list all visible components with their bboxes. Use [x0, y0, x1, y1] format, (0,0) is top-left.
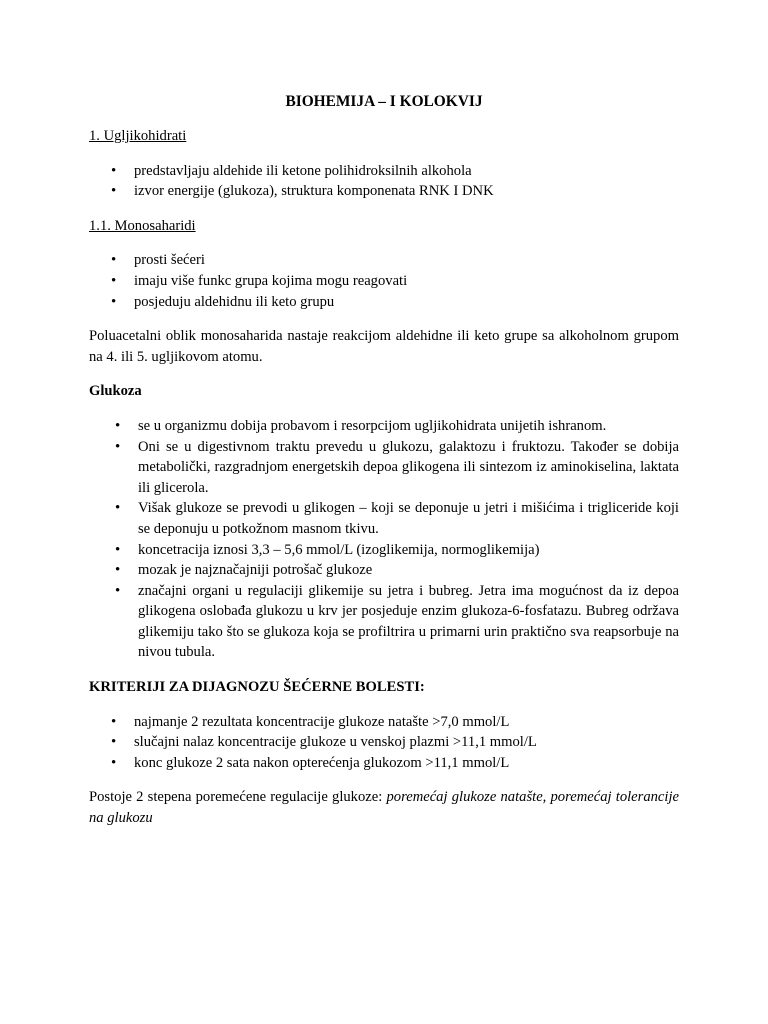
list-item: • značajni organi u regulaciji glikemije su jetra i bubreg. Jetra ima mogućnost da iz depoa glikogena oslobađa glukozu u krv jer posjeduje enzim glukoza-6-fosfatazu. Bubreg održava glikemiju tako što se glukoza koja se profiltrira u primarni urin praktično sva reapsorbuje na nivou tubula.: [89, 581, 679, 663]
list-item: • konc glukoze 2 sata nakon opterećenja glukozom >11,1 mmol/L: [89, 753, 679, 774]
section-heading-glukoza: Glukoza: [89, 383, 142, 400]
section-heading-monosaharidi: 1.1. Monosaharidi: [89, 217, 196, 234]
list-item: • Oni se u digestivnom traktu prevedu u glukozu, galaktozu i fruktozu. Također se dobija metabolički, razgradnjom energetskih depoa glikogena ili sintezom iz aminokiselina, laktata ili glicerola.: [89, 437, 679, 499]
document-title: BIOHEMIJA – I KOLOKVIJ: [285, 93, 483, 110]
list-item: • izvor energije (glukoza), struktura komponenata RNK I DNK: [89, 181, 679, 202]
paragraph-poluacetalni: Poluacetalni oblik monosaharida nastaje reakcijom aldehidne ili keto grupe sa alkoholnom grupom na 4. ili 5. ugljikovom atomu.: [89, 328, 679, 365]
list-glukoza: [89, 416, 679, 663]
list-item: • prosti šećeri: [89, 250, 679, 271]
paragraph-italic-text: poremećaj glukoze natašte, poremećaj tolerancije na glukozu: [89, 789, 679, 827]
list-item: • mozak je najznačajniji potrošač glukoze: [89, 560, 679, 581]
list-item: • najmanje 2 rezultata koncentracije glukoze natašte >7,0 mmol/L: [89, 712, 679, 733]
document-page: [89, 91, 679, 843]
list-item: • slučajni nalaz koncentracije glukoze u venskoj plazmi >11,1 mmol/L: [89, 732, 679, 753]
list-item: • Višak glukoze se prevodi u glikogen – koji se deponuje u jetri i mišićima i trigliceride koji se deponuju u potkožnom masnom tkivu.: [89, 498, 679, 539]
paragraph-poremecaji: [89, 787, 679, 828]
list-item: • koncetracija iznosi 3,3 – 5,6 mmol/L (izoglikemija, normoglikemija): [89, 540, 679, 561]
list-item: • se u organizmu dobija probavom i resorpcijom ugljikohidrata unijetih ishranom.: [89, 416, 679, 437]
paragraph-plain-text: Postoje 2 stepena poremećene regulacije glukoze:: [89, 789, 387, 806]
list-item: • predstavljaju aldehide ili ketone polihidroksilnih alkohola: [89, 161, 679, 182]
list-item: • posjeduju aldehidnu ili keto grupu: [89, 292, 679, 313]
section-heading-kriteriji: KRITERIJI ZA DIJAGNOZU ŠEĆERNE BOLESTI:: [89, 679, 425, 696]
list-monosaharidi: [89, 250, 679, 312]
list-item: • imaju više funkc grupa kojima mogu reagovati: [89, 271, 679, 292]
list-kriteriji: [89, 712, 679, 774]
list-ugljikohidrati: [89, 161, 679, 202]
section-heading-ugljikohidrati: 1. Ugljikohidrati: [89, 128, 187, 144]
